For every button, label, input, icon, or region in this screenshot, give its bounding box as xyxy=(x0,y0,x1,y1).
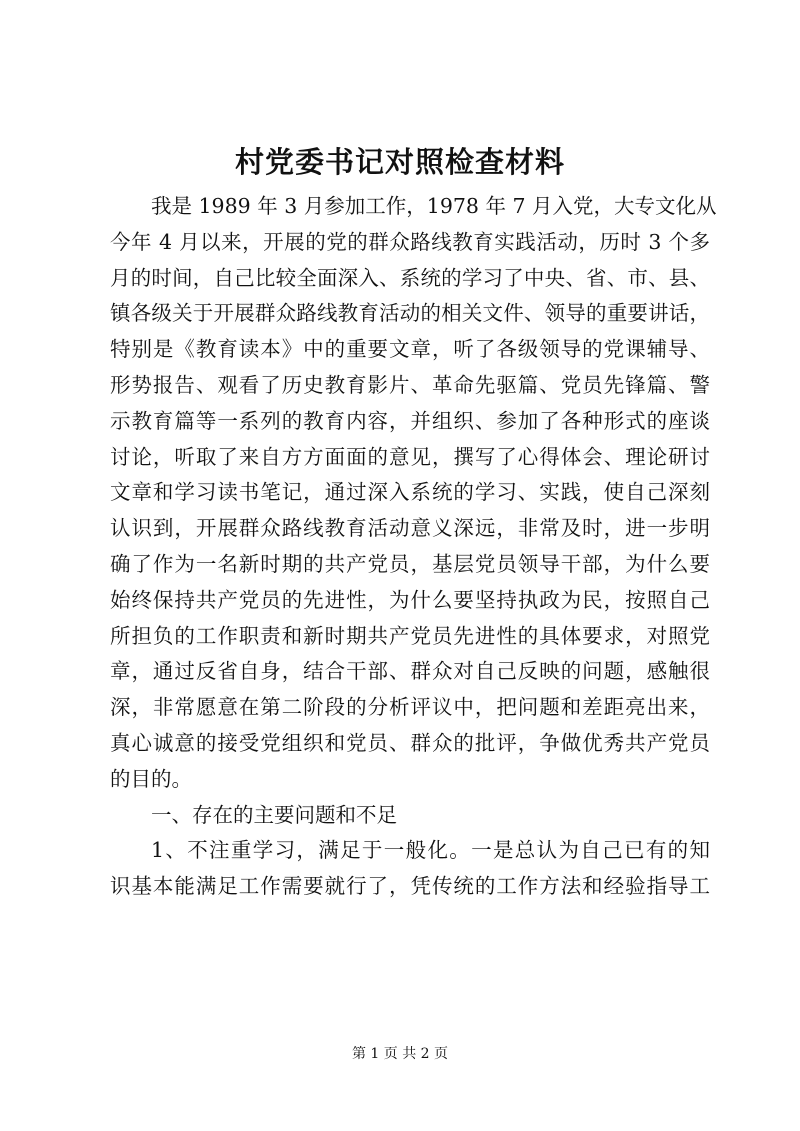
body-line: 镇各级关于开展群众路线教育活动的相关文件、领导的重要讲话， xyxy=(110,301,710,326)
body-line: 确了作为一名新时期的共产党员，基层党员领导干部，为什么要 xyxy=(110,551,710,576)
body-line: 所担负的工作职责和新时期共产党员先进性的具体要求，对照党 xyxy=(110,623,710,648)
section-heading: 一、存在的主要问题和不足 xyxy=(151,802,397,827)
body-line: 始终保持共产党员的先进性，为什么要坚持执政为民，按照自己 xyxy=(110,587,710,612)
body-line: 文章和学习读书笔记，通过深入系统的学习、实践，使自己深刻 xyxy=(110,480,710,505)
body-line: 的目的。 xyxy=(110,766,192,791)
page-number: 第 1 页 共 2 页 xyxy=(351,1046,449,1062)
document-title: 村党委书记对照检查材料 xyxy=(234,145,565,179)
body-line: 我是 1989 年 3 月参加工作，1978 年 7 月入党，大专文化从 xyxy=(151,194,717,218)
body-line: 特别是《教育读本》中的重要文章，听了各级领导的党课辅导、 xyxy=(110,337,710,362)
document-body xyxy=(110,189,717,905)
body-line: 章，通过反省自身，结合干部、群众对自己反映的问题，感触很 xyxy=(110,659,710,684)
body-line: 今年 4 月以来，开展的党的群众路线教育实践活动，历时 3 个多 xyxy=(110,229,710,254)
body-line: 1、不注重学习，满足于一般化。一是总认为自己已有的知 xyxy=(151,838,710,863)
body-line: 示教育篇等一系列的教育内容，并组织、参加了各种形式的座谈 xyxy=(110,408,710,433)
body-line: 识基本能满足工作需要就行了，凭传统的工作方法和经验指导工 xyxy=(110,874,710,899)
body-line: 形势报告、观看了历史教育影片、革命先驱篇、党员先锋篇、警 xyxy=(110,372,710,397)
body-line: 月的时间，自己比较全面深入、系统的学习了中央、省、市、县、 xyxy=(110,265,710,290)
body-line: 认识到，开展群众路线教育活动意义深远，非常及时，进一步明 xyxy=(110,516,710,541)
body-line: 讨论，听取了来自方方面面的意见，撰写了心得体会、理论研讨 xyxy=(110,444,710,469)
body-line: 真心诚意的接受党组织和党员、群众的批评，争做优秀共产党员 xyxy=(110,730,710,755)
body-line: 深，非常愿意在第二阶段的分析评议中，把问题和差距亮出来， xyxy=(110,695,710,720)
